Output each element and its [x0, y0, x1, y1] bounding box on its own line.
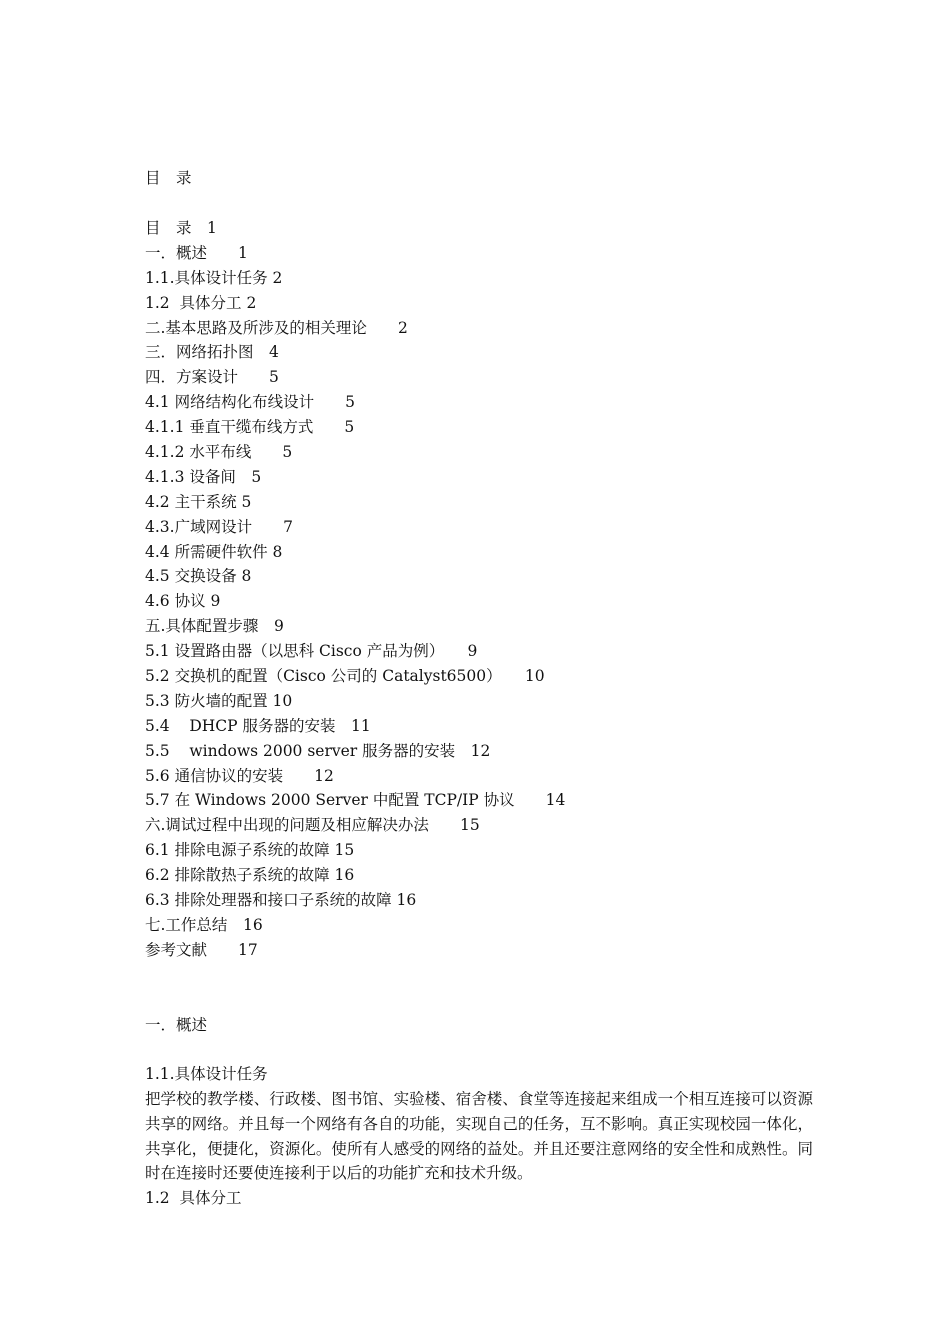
toc-entry: [145, 365, 565, 390]
toc-entry: [145, 838, 565, 863]
toc-entry-page: 14: [545, 791, 566, 810]
toc-entry-gap: [258, 617, 274, 635]
toc-entry-page: 9: [273, 617, 284, 636]
table-of-contents: [145, 216, 565, 963]
toc-entry-title: 6.3 排除处理器和接口子系统的故障: [145, 891, 392, 910]
toc-entry: [145, 788, 565, 813]
toc-entry-page: 16: [242, 915, 263, 934]
toc-entry-title: 三．网络拓扑图: [145, 343, 254, 362]
toc-entry-gap: [252, 518, 283, 536]
toc-entry-page: 4: [269, 343, 279, 362]
toc-entry: [145, 316, 565, 341]
toc-entry-gap: [515, 791, 546, 809]
toc-entry: [145, 216, 565, 241]
toc-entry-page: 2: [272, 268, 283, 287]
toc-entry-page: 5: [251, 467, 262, 486]
section-1-2-title: 1.2 具体分工: [145, 1189, 242, 1207]
toc-entry-title: 4.1.1 垂直干缆布线方式: [145, 418, 314, 437]
toc-entry-title: 1.2 具体分工: [145, 293, 242, 312]
toc-entry: [145, 764, 565, 789]
toc-entry-page: 15: [459, 816, 480, 835]
toc-entry-gap: [227, 916, 243, 934]
section-1-1-body: 把学校的教学楼、行政楼、图书馆、实验楼、宿舍楼、食堂等连接起来组成一个相互连接可以资源共享的网络。并且每一个网络有各自的功能，实现自己的任务，互不影响。真正实现校园一体化，共享化，便捷化，资源化。使所有人感受的网络的益处。并且还要注意网络的安全性和成熟性。同时在连接时还要使连接利于以后的功能扩充和技术升级。: [145, 1090, 813, 1183]
section-1-title: 一．概述: [145, 1016, 208, 1034]
toc-entry-page: 11: [351, 716, 371, 735]
toc-entry-title: 5.2 交换机的配置（Cisco 公司的 Catalyst6500）: [145, 667, 494, 686]
toc-entry: [145, 515, 565, 540]
toc-heading: 目 录: [145, 169, 192, 187]
toc-entry-page: 16: [334, 866, 355, 885]
toc-entry-title: 目 录: [145, 219, 192, 237]
toc-entry-title: 5.6 通信协议的安装: [145, 766, 284, 785]
toc-entry-title: 6.2 排除散热子系统的故障: [145, 866, 330, 885]
toc-entry-gap: [236, 468, 252, 486]
toc-entry-gap: [192, 219, 208, 237]
toc-entry-page: 9: [467, 642, 478, 661]
toc-entry-page: 5: [241, 492, 252, 511]
toc-entry: [145, 266, 565, 291]
toc-entry-title: 4.1.2 水平布线: [145, 443, 252, 462]
toc-entry: [145, 589, 565, 614]
toc-entry-title: 六.调试过程中出现的问题及相应解决办法: [145, 816, 429, 835]
toc-entry: [145, 614, 565, 639]
toc-entry: [145, 714, 565, 739]
toc-entry-page: 10: [524, 667, 545, 686]
toc-entry-page: 2: [246, 293, 257, 312]
toc-entry-page: 12: [314, 766, 334, 785]
toc-entry: [145, 390, 565, 415]
toc-entry-title: 4.4 所需硬件软件: [145, 542, 268, 561]
toc-entry: [145, 415, 565, 440]
toc-entry: [145, 664, 565, 689]
toc-entry-gap: [254, 343, 270, 361]
toc-entry-gap: [251, 443, 282, 461]
toc-entry: [145, 241, 565, 266]
toc-entry-page: 16: [396, 891, 417, 910]
toc-entry-page: 5: [282, 443, 293, 462]
toc-entry-page: 8: [272, 542, 283, 561]
toc-entry: [145, 938, 565, 963]
toc-entry-title: 5.7 在 Windows 2000 Server 中配置 TCP/IP 协议: [145, 791, 515, 810]
toc-entry: [145, 913, 565, 938]
toc-entry-page: 5: [269, 368, 279, 387]
toc-entry-title: 6.1 排除电源子系统的故障: [145, 841, 330, 860]
toc-entry: [145, 689, 565, 714]
toc-entry-gap: [283, 767, 314, 785]
toc-entry-title: 4.5 交换设备: [145, 567, 237, 586]
toc-entry-title: 4.3.广域网设计: [145, 517, 253, 536]
toc-entry: [145, 639, 565, 664]
toc-entry-page: 1: [207, 219, 217, 237]
toc-entry-gap: [238, 368, 269, 386]
toc-entry: [145, 739, 565, 764]
toc-entry: [145, 340, 565, 365]
toc-entry-title: 4.1 网络结构化布线设计: [145, 393, 315, 412]
toc-entry-title: 4.6 协议: [145, 592, 206, 611]
toc-entry-title: 4.2 主干系统: [145, 492, 237, 511]
toc-entry: [145, 813, 565, 838]
toc-entry-gap: [314, 393, 345, 411]
toc-entry-gap: [436, 642, 467, 660]
toc-entry-title: 1.1.具体设计任务: [145, 268, 268, 287]
toc-entry: [145, 863, 565, 888]
toc-entry-page: 17: [238, 940, 258, 959]
toc-entry: [145, 291, 565, 316]
toc-entry-title: 5.4 DHCP 服务器的安装: [145, 716, 336, 735]
toc-entry-page: 1: [238, 243, 248, 262]
toc-entry-gap: [455, 742, 471, 760]
toc-entry-title: 七.工作总结: [145, 915, 228, 934]
toc-entry-gap: [429, 816, 460, 834]
toc-entry-gap: [207, 941, 238, 959]
toc-entry-page: 2: [397, 318, 408, 337]
toc-entry-title: 4.1.3 设备间: [145, 467, 236, 486]
toc-entry-title: 二.基本思路及所涉及的相关理论: [145, 318, 367, 337]
toc-entry-page: 9: [210, 592, 221, 611]
toc-entry-page: 10: [272, 691, 293, 710]
toc-entry-gap: [336, 717, 352, 735]
toc-entry-gap: [207, 244, 238, 262]
toc-entry-gap: [313, 418, 344, 436]
toc-entry-title: 一．概述: [145, 243, 208, 262]
toc-entry-page: 5: [344, 418, 355, 437]
toc-entry: [145, 490, 565, 515]
toc-entry-gap: [367, 319, 398, 337]
toc-entry-page: 7: [283, 517, 293, 536]
toc-entry: [145, 465, 565, 490]
toc-entry-title: 5.3 防火墙的配置: [145, 691, 268, 710]
toc-entry-title: 参考文献: [145, 940, 208, 959]
toc-entry-page: 8: [241, 567, 252, 586]
toc-entry-title: 5.5 windows 2000 server 服务器的安装: [145, 741, 456, 760]
toc-entry-page: 12: [470, 741, 491, 760]
toc-entry-title: 五.具体配置步骤: [145, 617, 259, 636]
toc-entry: [145, 440, 565, 465]
toc-entry: [145, 540, 565, 565]
toc-entry-page: 5: [345, 393, 355, 412]
toc-entry-page: 15: [334, 841, 355, 860]
toc-entry: [145, 564, 565, 589]
toc-entry: [145, 888, 565, 913]
section-1-1-title: 1.1.具体设计任务: [145, 1065, 268, 1083]
toc-entry-title: 5.1 设置路由器（以思科 Cisco 产品为例）: [145, 642, 437, 661]
toc-entry-title: 四．方案设计: [145, 368, 239, 387]
toc-entry-gap: [494, 667, 525, 685]
